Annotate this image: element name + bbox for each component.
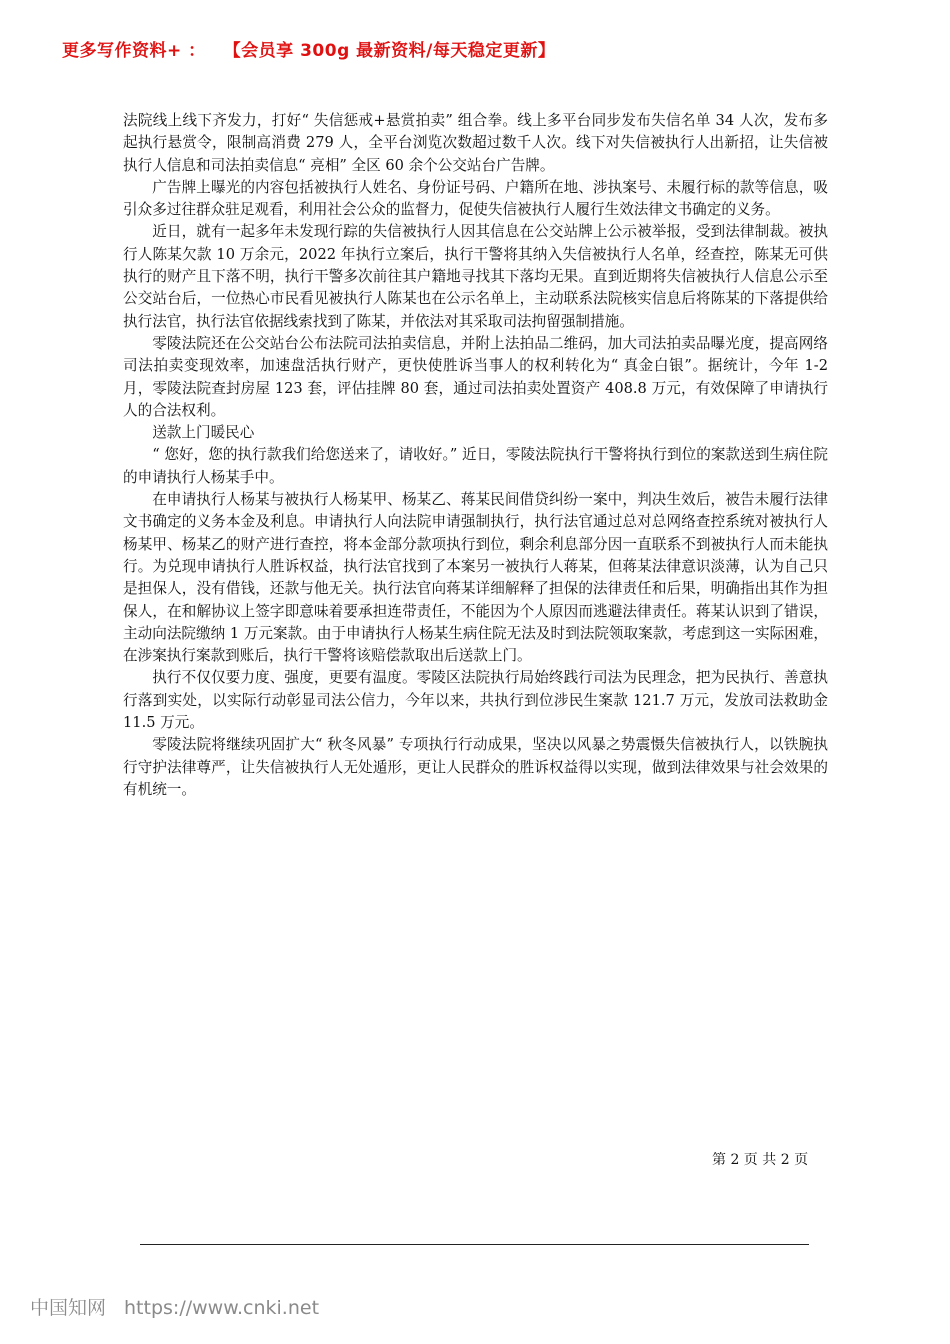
page-number: 第 2 页 共 2 页 bbox=[712, 1152, 809, 1168]
article-paragraph: 零陵法院将继续巩固扩大“ 秋冬风暴” 专项执行行动成果，坚决以风暴之势震慑失信被执行人，以铁腕执行守护法律尊严，让失信被执行人无处遁形，更让人民群众的胜诉权益得以实现，做到法律效果与社会效果的有机统一。 bbox=[123, 736, 828, 798]
promo-right-text: 【会员享 300g 最新资料/每天稳定更新】 bbox=[223, 41, 556, 61]
article-paragraph: 在申请执行人杨某与被执行人杨某甲、杨某乙、蒋某民间借贷纠纷一案中，判决生效后，被告未履行法律文书确定的义务本金及利息。申请执行人向法院申请强制执行，执行法官通过总对总网络查控系统对被执行人杨某甲、杨某乙的财产进行查控，将本金部分款项执行到位，剩余利息部分因一直联系不到被执行人而未能执行。为兑现申请执行人胜诉权益，执行法官找到了本案另一被执行人蒋某，但蒋某法律意识淡薄，认为自己只是担保人，没有借钱，还款与他无关。执行法官向蒋某详细解释了担保的法律责任和后果，明确指出其作为担保人，在和解协议上签字即意味着要承担连带责任，不能因为个人原因而逃避法律责任。蒋某认识到了错误，主动向法院缴纳 1 万元案款。由于申请执行人杨某生病住院无法及时到法院领取案款，考虑到这一实际困难，在涉案执行案款到账后，执行干警将该赔偿款取出后送款上门。 bbox=[123, 491, 828, 665]
article-paragraph: 执行不仅仅要力度、强度，更要有温度。零陵区法院执行局始终践行司法为民理念，把为民执行、善意执行落到实处，以实际行动彰显司法公信力，今年以来，共执行到位涉民生案款 121.7 万元，发放司法救助金 11.5 万元。 bbox=[123, 669, 828, 732]
article-body bbox=[123, 110, 828, 801]
watermark-url: https://www.cnki.net bbox=[124, 1297, 320, 1319]
article-paragraph: 近日，就有一起多年未发现行踪的失信被执行人因其信息在公交站牌上公示被举报，受到法律制裁。被执行人陈某欠款 10 万余元，2022 年执行立案后，执行干警将其纳入失信被执行人名单，经查控，陈某无可供执行的财产且下落不明，执行干警多次前往其户籍地寻找其下落均无果。直到近期将失信被执行人信息公示至公交站台后，一位热心市民看见被执行人陈某也在公示名单上，主动联系法院核实信息后将陈某的下落提供给执行法官，执行法官依据线索找到了陈某，并依法对其采取司法拘留强制措施。 bbox=[123, 223, 828, 330]
watermark-site-name: 中国知网 bbox=[30, 1297, 107, 1319]
article-paragraph: “ 您好，您的执行款我们给您送来了，请收好。” 近日，零陵法院执行干警将执行到位的案款送到生病住院的申请执行人杨某手中。 bbox=[123, 446, 828, 486]
footer-divider bbox=[140, 1244, 809, 1245]
article-paragraph: 法院线上线下齐发力，打好“ 失信惩戒+悬赏拍卖” 组合拳。线上多平台同步发布失信名单 34 人次，发布多起执行悬赏令，限制高消费 279 人，全平台浏览次数超过数千人次。线下对失信被执行人出新招，让失信被执行人信息和司法拍卖信息“ 亮相” 全区 60 余个公交站台广告牌。 bbox=[123, 112, 828, 174]
article-paragraph: 零陵法院还在公交站台公布法院司法拍卖信息，并附上法拍品二维码，加大司法拍卖品曝光度，提高网络司法拍卖变现效率，加速盘活执行财产，更快使胜诉当事人的权利转化为“ 真金白银”。据统计，今年 1-2 月，零陵法院查封房屋 123 套，评估挂牌 80 套，通过司法拍卖处置资产 408.8 万元，有效保障了申请执行人的合法权利。 bbox=[123, 334, 828, 419]
section-heading: 送款上门暖民心 bbox=[152, 424, 255, 442]
article-paragraph: 广告牌上曝光的内容包括被执行人姓名、身份证号码、户籍所在地、涉执案号、未履行标的款等信息，吸引众多过往群众驻足观看，利用社会公众的监督力，促使失信被执行人履行生效法律文书确定的义务。 bbox=[123, 178, 828, 219]
promo-left-text: 更多写作资料+ ： bbox=[62, 41, 206, 61]
promo-banner bbox=[62, 36, 555, 61]
cnki-watermark bbox=[30, 1293, 319, 1320]
